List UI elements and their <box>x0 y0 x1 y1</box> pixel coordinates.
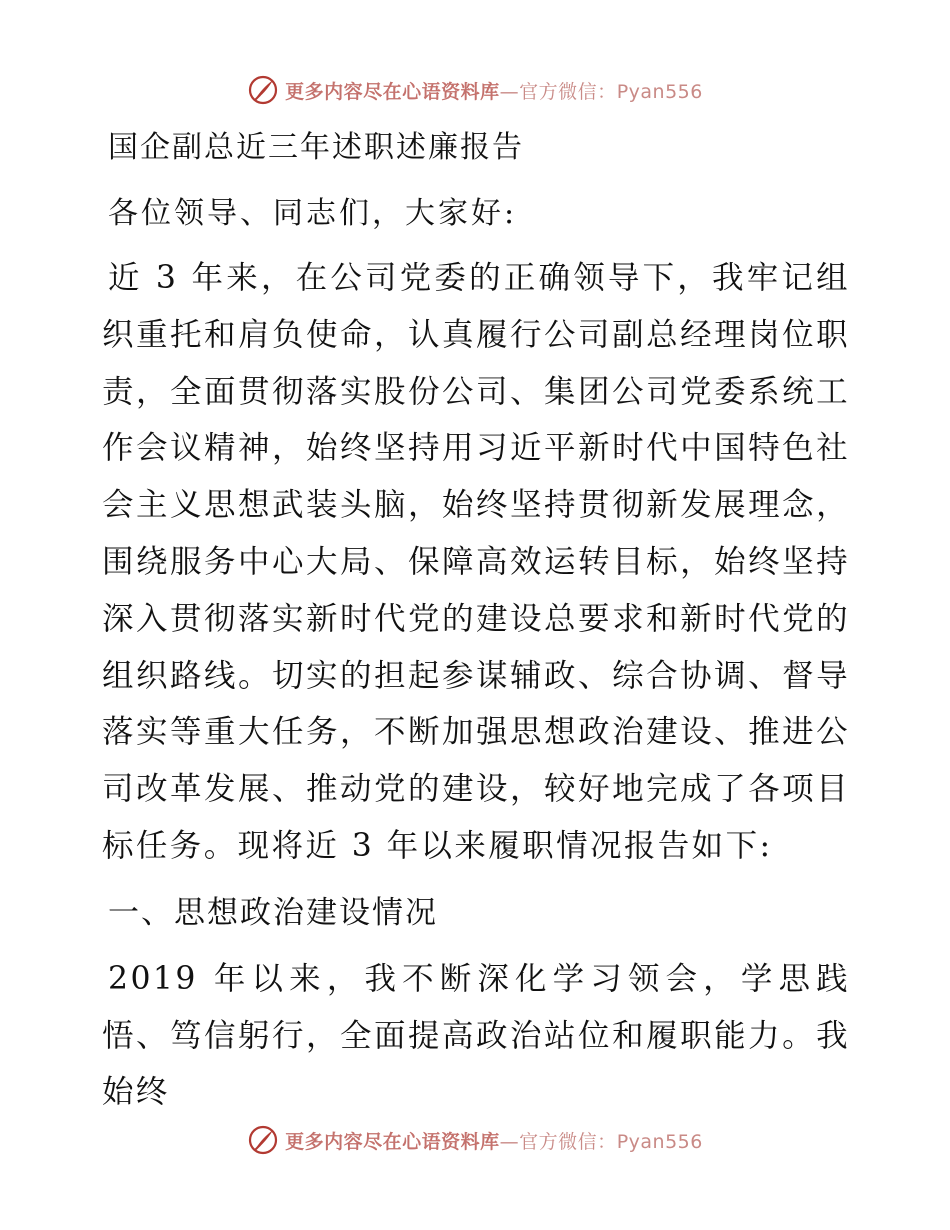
watermark-inner <box>247 74 703 106</box>
document-body <box>102 120 850 1131</box>
watermark-footer <box>0 1120 950 1160</box>
watermark-text <box>285 1127 703 1154</box>
watermark-site-text: 更多内容尽在心语资料库 <box>285 1130 500 1153</box>
greeting: 各位领导、同志们，大家好: <box>108 196 518 231</box>
watermark-separator: — <box>499 80 520 103</box>
quill-pen-icon <box>247 74 279 106</box>
section-heading: 一、思想政治建设情况 <box>108 894 438 931</box>
watermark-separator: — <box>499 1130 520 1153</box>
watermark-wechat-id: Pyan556 <box>616 80 703 103</box>
section-paragraph: 2019 年以来，我不断深化学习领会，学思践悟、笃信躬行，全面提高政治站位和履职能力。我始终 <box>102 960 850 1111</box>
watermark-header <box>0 70 950 110</box>
quill-pen-icon <box>247 1124 279 1156</box>
watermark-contact-label: 官方微信： <box>519 80 617 103</box>
watermark-inner <box>247 1124 703 1156</box>
watermark-text <box>285 77 703 104</box>
watermark-wechat-id: Pyan556 <box>616 1130 703 1153</box>
document-title: 国企副总近三年述职述廉报告 <box>108 130 524 165</box>
intro-paragraph: 近 3 年来，在公司党委的正确领导下，我牢记组织重托和肩负使命，认真履行公司副总经理岗位职责，全面贯彻落实股份公司、集团公司党委系统工作会议精神，始终坚持用习近平新时代中国特色社会主义思想武装头脑，始终坚持贯彻新发展理念，围绕服务中心大局、保障高效运转目标，始终坚持深入贯彻落实新时代党的建设总要求和新时代党的组织路线。切实的担起参谋辅政、综合协调、督导落实等重大任务，不断加强思想政治建设、推进公司改革发展、推动党的建设，较好地完成了各项目标任务。现将近 3 年以来履职情况报告如下: <box>102 260 850 864</box>
watermark-site-text: 更多内容尽在心语资料库 <box>285 80 500 103</box>
watermark-contact-label: 官方微信： <box>519 1130 617 1153</box>
